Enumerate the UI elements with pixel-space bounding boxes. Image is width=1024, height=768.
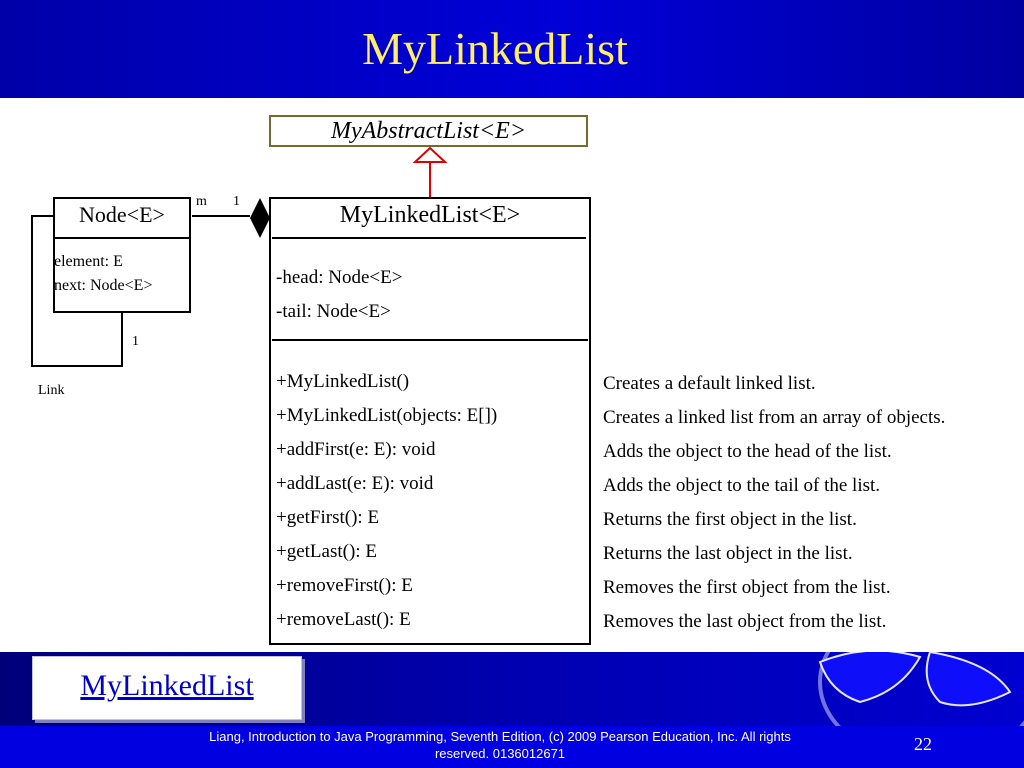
node-field-next: next: Node<E> (54, 277, 153, 294)
slide-title: MyLinkedList (362, 23, 628, 74)
method-description: Removes the first object from the list. (603, 577, 891, 598)
method-signature: +addFirst(e: E): void (276, 439, 436, 460)
method-signature: +removeLast(): E (276, 609, 411, 630)
method-description: Adds the object to the tail of the list. (603, 475, 881, 496)
method-description: Creates a default linked list. (603, 373, 816, 394)
method-description: Removes the last object from the list. (603, 611, 887, 632)
self-link-multiplicity: 1 (132, 334, 139, 349)
method-signature: +addLast(e: E): void (276, 473, 434, 494)
generalization-arrowhead (415, 148, 445, 162)
link-box (32, 656, 302, 720)
page-number: 22 (914, 734, 932, 754)
abstract-class-name: MyAbstractList<E> (330, 118, 527, 144)
multiplicity-one: 1 (233, 194, 240, 209)
method-signature: +MyLinkedList(objects: E[]) (276, 405, 498, 426)
composition-diamond (250, 198, 270, 238)
copyright-text: Liang, Introduction to Java Programming, Seventh Edition, (c) 2009 Pearson Education, Inc. All rights reserved. 0136012671 (209, 729, 791, 761)
node-class-body (54, 238, 190, 312)
method-description: Returns the first object in the list. (603, 509, 857, 530)
method-signature: +MyLinkedList() (276, 371, 410, 392)
multiplicity-m: m (196, 194, 207, 209)
header-band (0, 0, 1024, 98)
self-link-label: Link (38, 383, 65, 398)
method-description: Adds the object to the head of the list. (603, 441, 892, 462)
method-signature: +removeFirst(): E (276, 575, 413, 596)
mylinkedlist-link[interactable]: MyLinkedList (80, 669, 254, 702)
method-signature: +getFirst(): E (276, 507, 380, 528)
field-tail: -tail: Node<E> (276, 301, 391, 322)
field-head: -head: Node<E> (276, 267, 403, 288)
main-class-name: MyLinkedList<E> (339, 202, 521, 228)
node-class-name: Node<E> (79, 202, 165, 227)
method-description: Creates a linked list from an array of objects. (603, 407, 946, 428)
method-signature: +getLast(): E (276, 541, 377, 562)
node-field-element: element: E (54, 253, 123, 270)
uml-lines (0, 98, 1024, 652)
method-description: Returns the last object in the list. (603, 543, 853, 564)
